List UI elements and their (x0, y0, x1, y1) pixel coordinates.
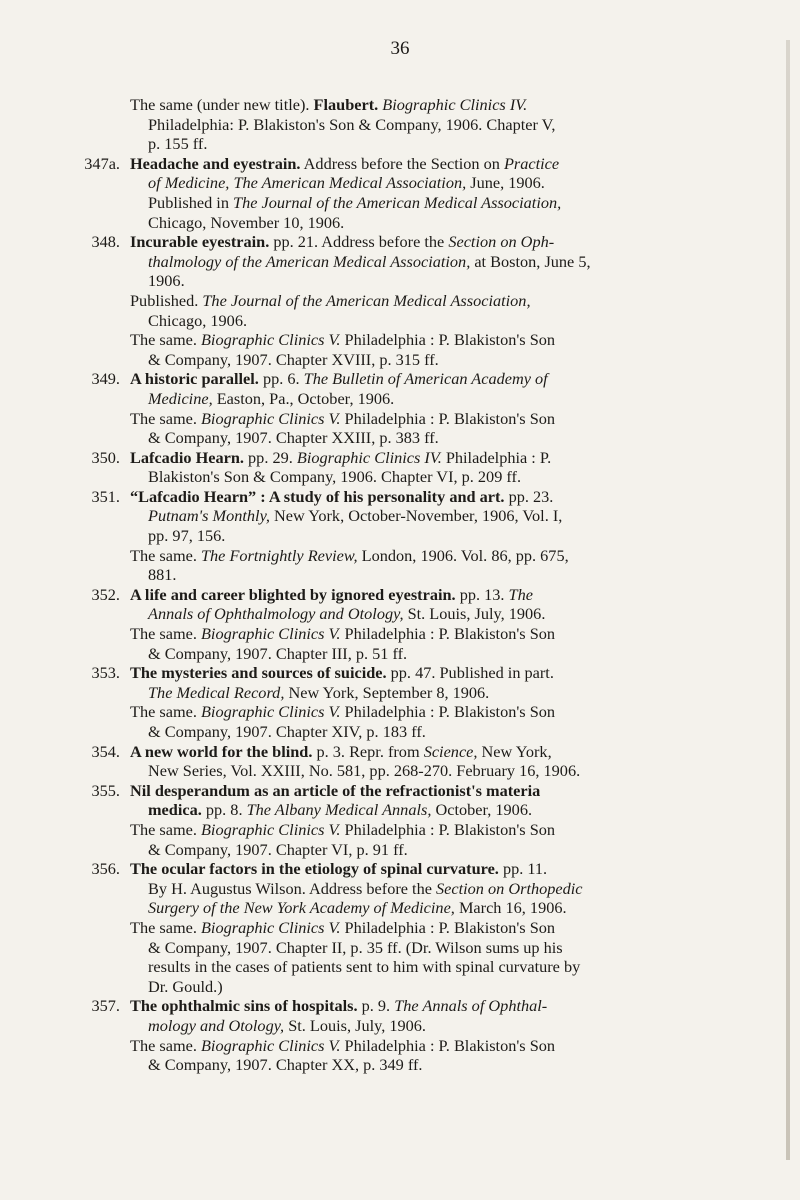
entry-line (98, 663, 738, 683)
entry-line (98, 644, 738, 664)
bibliography-entry (91, 663, 738, 741)
entry-text: pp. 8. (201, 800, 247, 820)
entry-title: “Lafcadio Hearn” : A study of his personality and art. (130, 486, 505, 506)
publication-name: Surgery of the New York Academy of Medicine, (148, 898, 455, 918)
entry-text: October, 1906. (431, 800, 533, 820)
entry-line (98, 252, 738, 272)
entry-line (98, 291, 738, 311)
publication-name: Science, (423, 741, 478, 761)
entry-line (98, 193, 738, 213)
entry-line (98, 506, 738, 526)
entry-line (98, 311, 738, 331)
entry-line (98, 585, 738, 605)
entry-text: Philadelphia : P. Blakiston's Son (340, 330, 556, 350)
entry-text: March 16, 1906. (454, 898, 567, 918)
entry-text: Blakiston's Son & Company, 1906. Chapter VI, p. 209 ff. (148, 467, 522, 487)
entry-text: St. Louis, July, 1906. (403, 604, 546, 624)
entry-text: The same. (130, 917, 201, 937)
entry-text: London, 1906. Vol. 86, pp. 675, (357, 545, 569, 565)
publication-name: Biographic Clinics V. (200, 624, 341, 644)
entry-text: Address before the Section on (300, 153, 504, 173)
entry-text: pp. 13. (455, 584, 509, 604)
entry-line (98, 800, 738, 820)
entry-line (98, 350, 738, 370)
entry-line (98, 918, 738, 938)
publication-name: Biographic Clinics IV. (296, 447, 442, 467)
entry-text: The same. (130, 545, 201, 565)
entry-number: 348. (91, 232, 120, 252)
entry-text: Philadelphia : P. (441, 447, 552, 467)
entry-text: Published. (130, 290, 203, 310)
bibliography-entry (84, 153, 738, 232)
entry-text: p. 9. (357, 996, 395, 1016)
entry-line (98, 938, 738, 958)
entry-text: The same. (130, 819, 201, 839)
entry-number: 352. (91, 584, 120, 604)
entry-text: 1906. (148, 271, 185, 291)
entry-text: Chicago, 1906. (148, 310, 248, 330)
entry-title: The ophthalmic sins of hospitals. (130, 996, 358, 1016)
entry-number: 350. (91, 447, 120, 467)
entry-text: June, 1906. (466, 173, 545, 193)
entry-text: Easton, Pa., October, 1906. (212, 388, 395, 408)
entry-line (98, 977, 738, 997)
entry-title: The mysteries and sources of suicide. (130, 663, 387, 683)
entry-text: pp. 21. Address before the (269, 232, 449, 252)
publication-name: of Medicine, The American Medical Association, (148, 173, 467, 193)
entry-line (98, 683, 738, 703)
entry-line (98, 95, 738, 115)
entry-text: p. 155 ff. (148, 134, 208, 154)
entry-line (98, 996, 738, 1016)
entry-line (98, 546, 738, 566)
entry-number: 354. (91, 741, 120, 761)
publication-name: Practice (503, 153, 560, 173)
bibliography-entry (91, 584, 738, 663)
entry-line (98, 173, 738, 193)
entry-line (98, 448, 738, 468)
entry-text: pp. 23. (504, 486, 554, 506)
bibliography-entry (91, 741, 738, 781)
entry-line (98, 134, 738, 154)
entry-text: The same. (130, 330, 201, 350)
entry-line (98, 409, 738, 429)
entry-text: p. 3. Repr. from (312, 741, 424, 761)
entry-text: & Company, 1907. Chapter XIV, p. 183 ff. (148, 722, 426, 741)
entry-text: Dr. Gould.) (148, 976, 223, 996)
entry-line (98, 428, 738, 448)
entry-title: Flaubert. (313, 95, 379, 114)
publication-name: Annals of Ophthalmology and Otology, (148, 604, 404, 624)
publication-name: Biographic Clinics V. (200, 819, 341, 839)
entry-title: Nil desperandum as an article of the refractionist's materia (130, 780, 541, 800)
publication-name: The (508, 584, 533, 604)
entry-line (98, 624, 738, 644)
entry-text: pp. 97, 156. (148, 526, 226, 546)
entry-text: pp. 6. (258, 369, 304, 389)
publication-name: Biographic Clinics V. (200, 917, 341, 937)
bibliography-entry (91, 859, 738, 996)
publication-name: Section on Orthopedic (436, 878, 583, 898)
publication-name: The Medical Record, (148, 682, 285, 702)
publication-name: The Journal of the American Medical Association, (202, 290, 531, 310)
entry-line (98, 722, 738, 742)
entry-text: Published in (148, 192, 234, 212)
entry-text: The same. (130, 624, 201, 644)
publication-name: Biographic Clinics V. (200, 330, 341, 350)
bibliography-entry (91, 369, 738, 448)
bibliography-entry (91, 486, 738, 585)
entry-line (98, 330, 738, 350)
bibliography-entry (91, 996, 738, 1075)
entry-text: & Company, 1907. Chapter XX, p. 349 ff. (148, 1055, 423, 1075)
entry-text: & Company, 1907. Chapter XXIII, p. 383 ff. (148, 428, 439, 448)
entry-text: New York, October-November, 1906, Vol. I, (269, 506, 563, 526)
entry-line (98, 487, 738, 507)
entry-text: New York, (477, 741, 552, 761)
page-edge-shadow (786, 40, 790, 1160)
entry-title: Incurable eyestrain. (130, 232, 270, 252)
entry-list (84, 95, 738, 1075)
entry-text: New Series, Vol. XXIII, No. 581, pp. 268-270. February 16, 1906. (148, 761, 581, 781)
entry-title: A historic parallel. (130, 369, 259, 389)
entry-text: pp. 29. (243, 447, 297, 467)
entry-line (98, 232, 738, 252)
entry-text: The same (under new title). (130, 95, 314, 114)
entry-text: Philadelphia : P. Blakiston's Son (340, 408, 556, 428)
entry-text: By H. Augustus Wilson. Address before the (148, 878, 437, 898)
entry-line (98, 565, 738, 585)
publication-name: mology and Otology, (148, 1015, 285, 1035)
entry-title: A new world for the blind. (130, 741, 313, 761)
entry-text: & Company, 1907. Chapter II, p. 35 ff. (Dr. Wilson sums up his (148, 937, 563, 957)
entry-line (98, 898, 738, 918)
publication-name: Biographic Clinics V. (200, 702, 341, 722)
bibliography-entry (98, 95, 738, 154)
entry-text: St. Louis, July, 1906. (284, 1015, 426, 1035)
publication-name: Medicine, (148, 388, 213, 408)
entry-line (98, 271, 738, 291)
entry-title: Headache and eyestrain. (130, 153, 301, 173)
entry-number: 357. (91, 996, 120, 1016)
entry-line (98, 154, 738, 174)
entry-text: Philadelphia : P. Blakiston's Son (340, 917, 556, 937)
entry-text: The same. (130, 702, 201, 722)
entry-line (98, 859, 738, 879)
entry-title: Lafcadio Hearn. (130, 447, 244, 467)
entry-line (98, 369, 738, 389)
entry-line (98, 526, 738, 546)
entry-line (98, 820, 738, 840)
publication-name: The Bulletin of American Academy of (303, 369, 548, 389)
entry-number: 355. (91, 780, 120, 800)
bibliography-entry (91, 447, 738, 487)
entry-line (98, 957, 738, 977)
entry-number: 347a. (84, 153, 120, 173)
entry-text: The same. (130, 1035, 201, 1055)
entry-text: at Boston, June 5, (470, 251, 591, 271)
entry-line (98, 879, 738, 899)
publication-name: Putnam's Monthly, (148, 506, 270, 526)
entry-text: & Company, 1907. Chapter VI, p. 91 ff. (148, 839, 408, 859)
page-number: 36 (390, 38, 410, 59)
entry-line (98, 213, 738, 233)
publication-name: Section on Oph- (448, 232, 555, 252)
entry-title: A life and career blighted by ignored eyestrain. (130, 584, 456, 604)
entry-line (98, 1016, 738, 1036)
bibliography-entry (91, 232, 738, 369)
entry-line (98, 115, 738, 135)
entry-number: 351. (91, 486, 120, 506)
entry-title: medica. (148, 800, 202, 820)
bibliography-entry (91, 780, 738, 859)
entry-text: Philadelphia : P. Blakiston's Son (340, 624, 556, 644)
entry-line (98, 702, 738, 722)
entry-text: Philadelphia : P. Blakiston's Son (340, 1035, 556, 1055)
entry-line (98, 467, 738, 487)
publication-name: The Annals of Ophthal- (394, 996, 548, 1016)
entry-title: The ocular factors in the etiology of spinal curvature. (130, 859, 499, 879)
entry-line (98, 781, 738, 801)
publication-name: The Journal of the American Medical Association, (233, 192, 562, 212)
entry-number: 353. (91, 663, 120, 683)
entry-line (98, 840, 738, 860)
publication-name: The Fortnightly Review, (200, 545, 358, 565)
entry-line (98, 1055, 738, 1075)
entry-line (98, 761, 738, 781)
entry-text: Philadelphia : P. Blakiston's Son (340, 819, 556, 839)
publication-name: Biographic Clinics V. (200, 1035, 341, 1055)
entry-text: The same. (130, 408, 201, 428)
entry-text: & Company, 1907. Chapter XVIII, p. 315 ff. (148, 349, 439, 369)
publication-name: Biographic Clinics V. (200, 408, 341, 428)
entry-line (98, 742, 738, 762)
entry-line (98, 389, 738, 409)
publication-name: thalmology of the American Medical Association, (148, 251, 471, 271)
entry-text: New York, September 8, 1906. (284, 682, 490, 702)
entry-text: Chicago, November 10, 1906. (148, 212, 345, 232)
entry-text: 881. (148, 565, 177, 585)
entry-text: pp. 47. Published in part. (386, 663, 554, 683)
entry-text: & Company, 1907. Chapter III, p. 51 ff. (148, 643, 408, 663)
publication-name: The Albany Medical Annals, (246, 800, 432, 820)
entry-text: Philadelphia: P. Blakiston's Son & Company, 1906. Chapter V, (148, 114, 556, 134)
entry-text: Philadelphia : P. Blakiston's Son (340, 702, 556, 722)
entry-text: pp. 11. (498, 859, 548, 879)
entry-text: results in the cases of patients sent to him with spinal curvature by (148, 957, 581, 977)
entry-line (98, 604, 738, 624)
entry-number: 356. (91, 859, 120, 879)
entry-line (98, 1036, 738, 1056)
publication-name: Biographic Clinics IV. (382, 95, 528, 114)
entry-number: 349. (91, 369, 120, 389)
